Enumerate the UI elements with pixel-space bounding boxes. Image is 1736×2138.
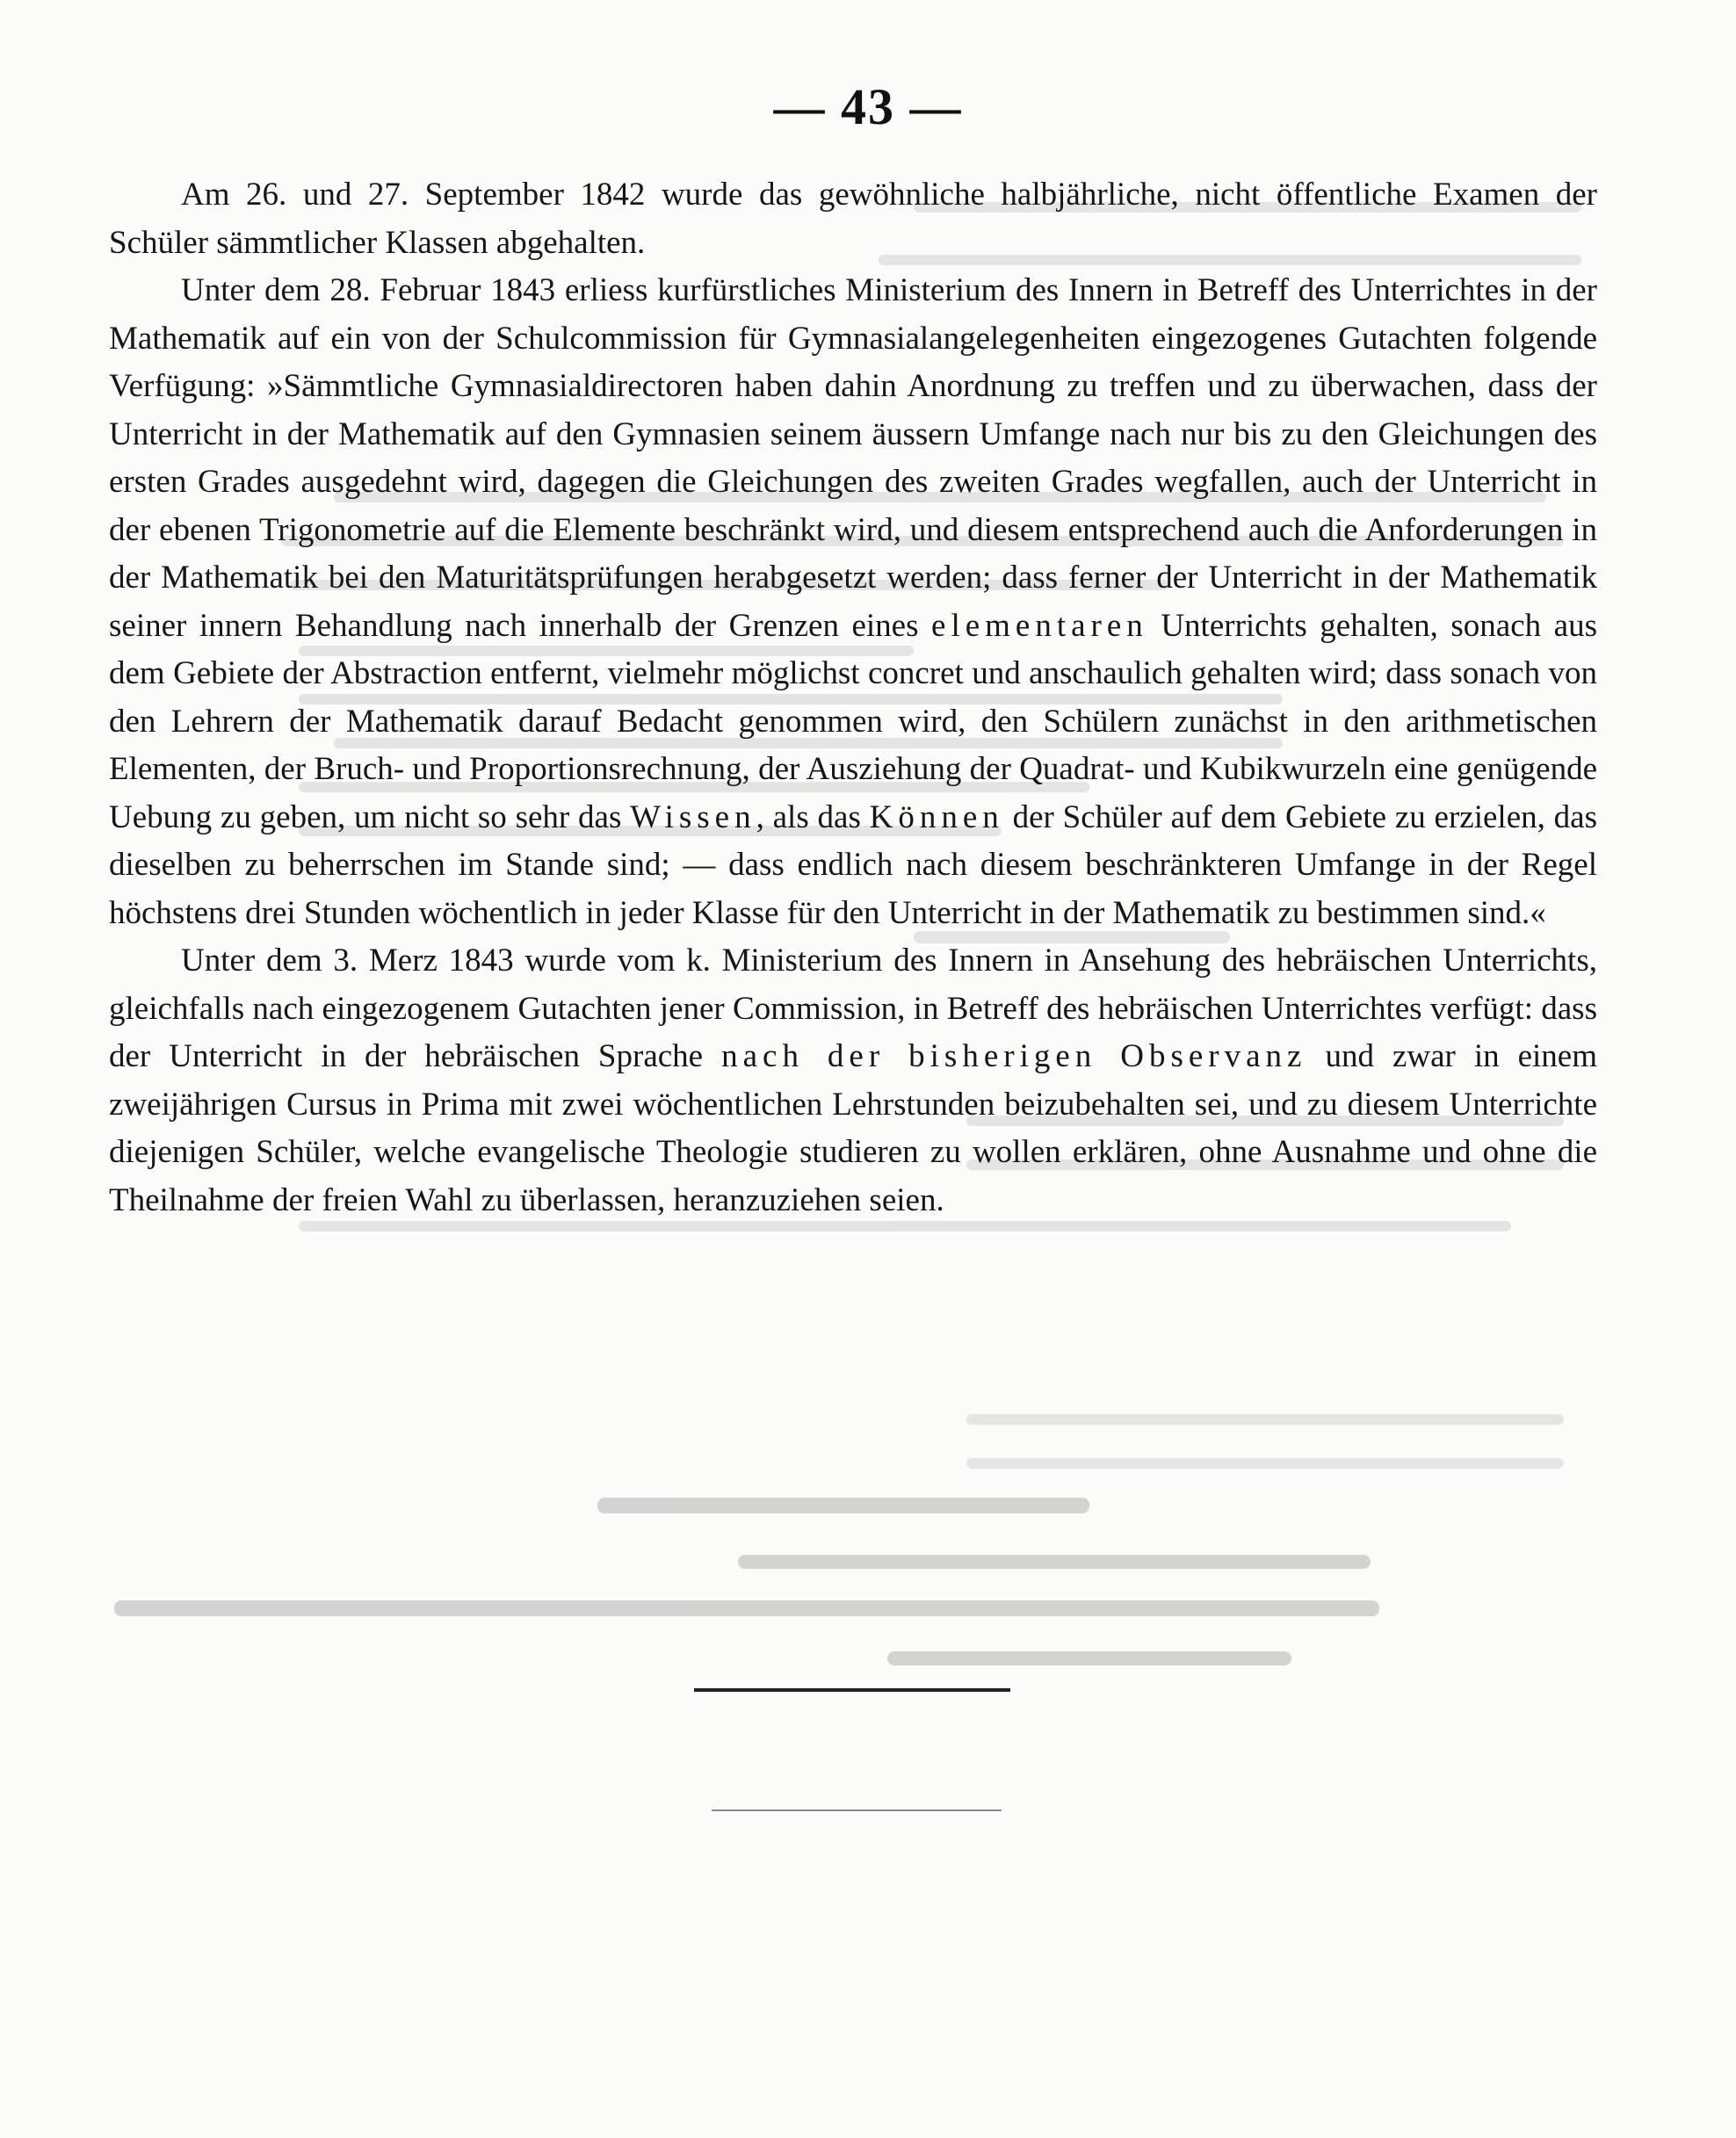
bleed-line xyxy=(114,1600,1379,1616)
bleed-line xyxy=(738,1555,1371,1569)
spaced-emphasis: nach der bisherigen Observanz xyxy=(721,1038,1307,1074)
page-number: — 43 — xyxy=(773,78,963,135)
bleed-line xyxy=(597,1498,1089,1513)
bleed-line xyxy=(887,1651,1291,1665)
main-text-block xyxy=(109,171,1597,1224)
spaced-emphasis: Wissen xyxy=(630,798,756,835)
paragraph-mathematics-decree xyxy=(109,267,1597,937)
text-segment: Unterrichts gehalten, sonach aus dem Gebiete der Abstraction entfernt, vielmehr möglichst concret und anschaulich gehalten wird; dass sonach von den Lehrern der Mathematik darauf Bedacht genommen wird, den Schülern zunächst in den arithmetischen Elementen, der Bruch- und Proportionsrechnung, der Ausziehung der Quadrat- und Kubikwurzeln eine genügende Uebung zu geben, um nicht so sehr das xyxy=(109,607,1597,835)
closing-rule xyxy=(694,1688,1010,1692)
faint-rule xyxy=(712,1809,1002,1811)
paragraph-hebrew-decree xyxy=(109,937,1597,1224)
spaced-emphasis: Können xyxy=(869,798,1004,835)
paragraph-examination xyxy=(109,171,1597,267)
text-segment: Unter dem 3. Merz 1843 wurde vom k. Ministerium des Innern in Ansehung des hebräischen Unterrichts, gleichfalls nach eingezogenem Gutachten jener Commission, in Betreff des hebräischen Unterrichtes verfügt: dass der Unterricht in der hebräischen Sprache xyxy=(109,943,1597,1074)
text-segment: Unter dem 28. Februar 1843 erliess kurfürstliches Ministerium des Innern in Betreff des Unterrichtes in der Mathematik auf ein von der Schulcommission für Gymnasialangelegenheiten eingezogenes Gutachten folgende Verfügung: »Sämmtliche Gymnasialdirectoren haben dahin Anordnung zu treffen und zu überwachen, dass der Unterricht in der Mathematik auf den Gymnasien seinem äussern Umfange nach nur bis zu den Gleichungen des ersten Grades ausgedehnt wird, dagegen die Gleichungen des zweiten Grades wegfallen, auch der Unterricht in der ebenen Trigonometrie auf die Elemente beschränkt wird, und diesem entsprechend auch die Anforderungen in der Mathematik bei den Maturitätsprüfungen herabgesetzt werden; dass ferner der Unterricht in der Mathematik seiner innern Behandlung nach innerhalb der Grenzen eines xyxy=(109,272,1597,644)
bleed-line xyxy=(966,1458,1564,1469)
text-segment: und zwar in einem zweijährigen Cursus in Prima mit zwei wöchentlichen Lehrstunden beizubehalten sei, und zu diesem Unterrichte diejenigen Schüler, welche evangelische Theologie studieren zu wollen erklären, ohne Ausnahme und ohne die Theilnahme der freien Wahl zu überlassen, heranzuziehen seien. xyxy=(109,1038,1598,1218)
text-segment: der Schüler auf dem Gebiete zu erzielen, das dieselben zu beherrschen im Stande sind; — dass endlich nach diesem beschränkteren Umfange in der Regel höchstens drei Stunden wöchentlich in jeder Klasse für den Unterricht in der Mathematik zu bestimmen sind.« xyxy=(109,798,1597,931)
bleed-line xyxy=(966,1414,1564,1425)
text-segment: , als das xyxy=(756,798,870,835)
text-segment: Am 26. und 27. September 1842 wurde das gewöhnliche halbjährliche, nicht öffentliche Examen der Schüler sämmtlicher Klassen abgehalten. xyxy=(109,177,1597,261)
spaced-emphasis: elementaren xyxy=(931,607,1148,644)
